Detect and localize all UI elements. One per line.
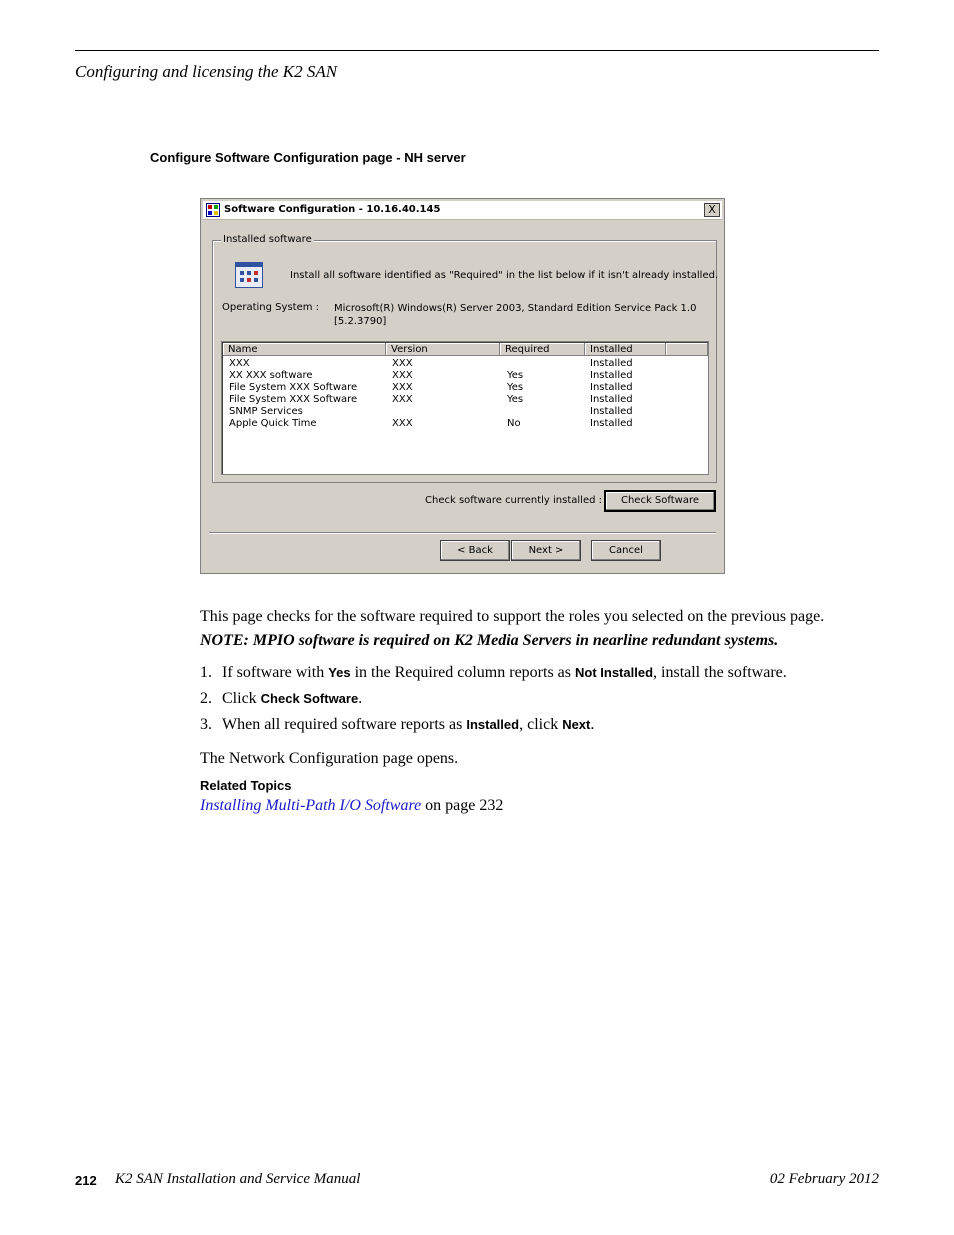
column-header-version[interactable]: Version bbox=[386, 343, 500, 356]
next-button[interactable]: Next > bbox=[511, 540, 581, 561]
installed-software-group bbox=[212, 234, 719, 483]
cell-name: SNMP Services bbox=[229, 406, 303, 417]
related-topic-suffix: on page 232 bbox=[421, 797, 504, 814]
column-header-name[interactable]: Name bbox=[223, 343, 386, 356]
step-text: , install the software. bbox=[653, 664, 787, 681]
cell-required: Yes bbox=[507, 382, 524, 393]
step-text: , click bbox=[519, 716, 563, 733]
ui-term: Installed bbox=[466, 717, 520, 732]
os-value-line2: [5.2.3790] bbox=[334, 316, 387, 327]
software-list[interactable] bbox=[221, 341, 709, 475]
cell-installed: Installed bbox=[590, 370, 633, 381]
cell-version: XXX bbox=[392, 382, 413, 393]
close-icon: X bbox=[708, 203, 716, 216]
intro-paragraph: This page checks for the software required to support the roles you selected on the previous page. bbox=[200, 608, 825, 625]
step-number: 1. bbox=[200, 664, 212, 681]
group-label: Installed software bbox=[223, 234, 312, 245]
table-row[interactable] bbox=[222, 418, 708, 430]
ui-term: Yes bbox=[328, 665, 351, 680]
cell-installed: Installed bbox=[590, 358, 633, 369]
dialog-title: Software Configuration - 10.16.40.145 bbox=[224, 204, 441, 215]
cell-name: XX XXX software bbox=[229, 370, 313, 381]
ui-term: Check Software bbox=[260, 691, 359, 706]
footer-page-number: 212 bbox=[75, 1173, 97, 1188]
cell-required: Yes bbox=[507, 370, 524, 381]
button-separator bbox=[209, 532, 716, 534]
table-row[interactable] bbox=[222, 382, 708, 394]
ui-term: Next bbox=[562, 717, 591, 732]
cell-name: XXX bbox=[229, 358, 250, 369]
steps-list bbox=[200, 664, 787, 742]
cell-installed: Installed bbox=[590, 382, 633, 393]
back-button[interactable]: < Back bbox=[440, 540, 510, 561]
step-text: . bbox=[358, 690, 363, 707]
result-paragraph: The Network Configuration page opens. bbox=[200, 750, 459, 767]
note-paragraph: NOTE: MPIO software is required on K2 Media Servers in nearline redundant systems. bbox=[200, 632, 779, 649]
cell-installed: Installed bbox=[590, 418, 633, 429]
ui-term: Not Installed bbox=[575, 665, 654, 680]
step-text: Click bbox=[222, 690, 261, 707]
os-value bbox=[334, 302, 696, 328]
related-topic-link[interactable]: Installing Multi-Path I/O Software bbox=[200, 797, 422, 814]
header-rule bbox=[75, 50, 879, 51]
cell-name: File System XXX Software bbox=[229, 394, 358, 405]
cell-version: XXX bbox=[392, 418, 413, 429]
table-row[interactable] bbox=[222, 358, 708, 370]
column-header-required[interactable]: Required bbox=[500, 343, 585, 356]
step-number: 2. bbox=[200, 690, 212, 707]
table-row[interactable] bbox=[222, 394, 708, 406]
dialog-titlebar bbox=[203, 201, 722, 220]
related-topic-line bbox=[200, 797, 503, 815]
footer-date: 02 February 2012 bbox=[769, 1171, 879, 1187]
cell-required: Yes bbox=[507, 394, 524, 405]
software-list-icon bbox=[235, 262, 263, 288]
cell-version: XXX bbox=[392, 358, 413, 369]
chapter-title: Configuring and licensing the K2 SAN bbox=[75, 62, 338, 81]
column-header-filler bbox=[666, 343, 708, 356]
step-text: If software with bbox=[222, 664, 329, 681]
cell-version: XXX bbox=[392, 370, 413, 381]
step-text: . bbox=[590, 716, 595, 733]
footer-manual-title: K2 SAN Installation and Service Manual bbox=[115, 1171, 361, 1187]
table-row[interactable] bbox=[222, 406, 708, 418]
list-item bbox=[200, 690, 787, 716]
cell-installed: Installed bbox=[590, 406, 633, 417]
close-button[interactable] bbox=[704, 203, 720, 217]
list-item bbox=[200, 716, 787, 742]
cancel-button[interactable]: Cancel bbox=[591, 540, 661, 561]
software-configuration-dialog bbox=[200, 198, 725, 574]
install-message: Install all software identified as "Required" in the list below if it isn't already installed. bbox=[290, 270, 719, 281]
step-text: When all required software reports as bbox=[222, 716, 467, 733]
check-software-button[interactable]: Check Software bbox=[604, 490, 716, 512]
check-software-label: Check software currently installed : bbox=[425, 495, 602, 506]
cell-installed: Installed bbox=[590, 394, 633, 405]
related-topics-heading: Related Topics bbox=[200, 778, 292, 793]
cell-version: XXX bbox=[392, 394, 413, 405]
cell-required: No bbox=[507, 418, 521, 429]
step-text: in the Required column reports as bbox=[350, 664, 575, 681]
list-item bbox=[200, 664, 787, 690]
app-icon bbox=[206, 203, 220, 217]
column-header-installed[interactable]: Installed bbox=[585, 343, 666, 356]
cell-name: File System XXX Software bbox=[229, 382, 358, 393]
os-value-line1: Microsoft(R) Windows(R) Server 2003, Standard Edition Service Pack 1.0 bbox=[334, 303, 697, 314]
list-header bbox=[223, 343, 707, 357]
figure-caption: Configure Software Configuration page - NH server bbox=[150, 150, 466, 165]
step-number: 3. bbox=[200, 716, 212, 733]
table-row[interactable] bbox=[222, 370, 708, 382]
os-label: Operating System : bbox=[222, 302, 320, 313]
cell-name: Apple Quick Time bbox=[229, 418, 317, 429]
